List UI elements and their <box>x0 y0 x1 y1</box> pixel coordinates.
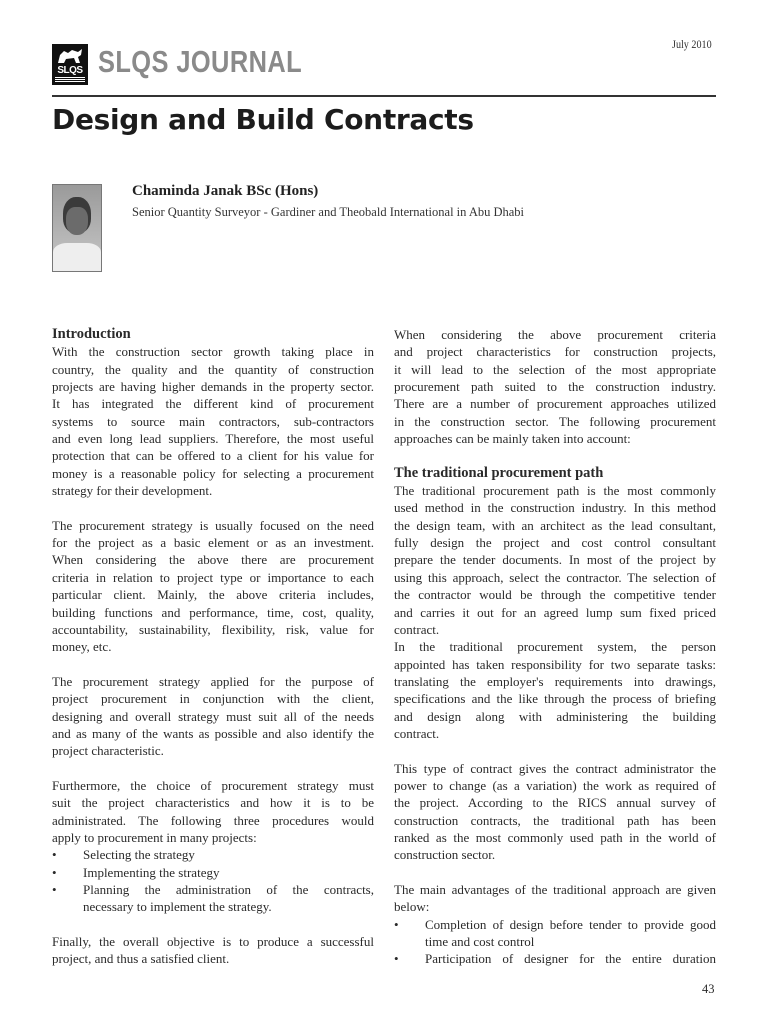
article-title: Design and Build Contracts <box>52 103 474 136</box>
text-line: the project. According to the RICS annual survey of <box>394 795 716 811</box>
logo-subtext-lines <box>55 77 85 82</box>
text-line: and project characteristics for construction projects, <box>394 344 716 360</box>
text-line: fully design the project and cost control consultant <box>394 535 716 551</box>
section-heading: Introduction <box>52 326 131 342</box>
text-line: This type of contract gives the contract administrator the <box>394 760 716 776</box>
slqs-logo <box>52 44 88 85</box>
text-line: country, the quality and the quantity of construction <box>52 361 374 377</box>
text-line: in the construction sector. The following procurement <box>394 413 716 429</box>
text-line: specifications and the like through the process of briefing <box>394 691 716 707</box>
journal-name: SLQS JOURNAL <box>98 44 303 79</box>
text-line: contract. <box>394 725 440 741</box>
bullet-icon: • <box>394 951 399 967</box>
paragraph <box>394 326 716 447</box>
bullet-item <box>394 950 716 967</box>
text-line: construction sector. <box>394 847 496 863</box>
header-divider <box>52 95 716 97</box>
text-line: and even long lead suppliers. Therefore, the most useful <box>52 431 374 447</box>
text-line: apply to procurement in many projects: <box>52 829 257 845</box>
text-line: Finally, the overall objective is to produce a successful <box>52 934 374 950</box>
paragraph-gap <box>52 916 374 933</box>
text-line: Furthermore, the choice of procurement strategy must <box>52 777 374 793</box>
text-line: necessary to implement the strategy. <box>83 899 272 915</box>
text-line: time and cost control <box>425 934 535 950</box>
text-line: Planning the administration of the contracts, <box>83 882 374 897</box>
text-line: building functions and performance, time, cost, quality, <box>52 604 374 620</box>
text-line: The procurement strategy applied for the purpose of <box>52 673 374 689</box>
text-line: ranked as the most commonly used path in the world of <box>394 829 716 845</box>
text-line: protection that can be offered to a client for his value for <box>52 448 374 464</box>
right-column <box>394 326 716 968</box>
paragraph-gap <box>52 656 374 673</box>
text-line: procurement path suited to the construction industry. <box>394 379 716 395</box>
text-line: Selecting the strategy <box>83 847 195 863</box>
text-line: In the traditional procurement system, the person <box>394 639 716 655</box>
paragraph-gap <box>52 499 374 516</box>
text-line: administrated. The following three procedures would <box>52 812 374 828</box>
issue-date: July 2010 <box>672 39 712 51</box>
text-line: prepare the tender documents. In most of the project by <box>394 552 716 568</box>
paragraph <box>394 638 716 742</box>
text-line: suit the project characteristics and how it is to be <box>52 795 374 811</box>
paragraph <box>52 343 374 499</box>
text-line: particular client. Mainly, the above criteria includes, <box>52 587 374 603</box>
bullet-item <box>394 916 716 951</box>
text-line: The procurement strategy is usually focused on the need <box>52 517 374 533</box>
text-line: When considering the above there are procurement <box>52 552 374 568</box>
text-line: accountability, sustainability, flexibility, risk, value for <box>52 621 374 637</box>
text-line: using this approach, select the contractor. The selection of <box>394 569 716 585</box>
text-line: and design along with administering the building <box>394 708 716 724</box>
text-line: translating the employer's requirements into drawings, <box>394 673 716 689</box>
author-photo <box>52 184 102 272</box>
bullet-item <box>52 881 374 916</box>
text-line: project characteristic. <box>52 743 164 759</box>
paragraph <box>52 517 374 656</box>
text-line: project, and thus a satisfied client. <box>52 951 230 967</box>
text-line: and carries it out for an agreed lump sum fixed priced <box>394 604 716 620</box>
paragraph <box>394 881 716 916</box>
text-line: There are a number of procurement approaches utilized <box>394 396 716 412</box>
logo-text: SLQS <box>57 65 83 76</box>
text-line: construction contracts, the traditional path has been <box>394 812 716 828</box>
text-line: Implementing the strategy <box>83 864 220 880</box>
text-line: contract. <box>394 621 440 637</box>
bullet-item <box>52 864 374 881</box>
text-line: the contractor would be through the competitive tender <box>394 587 716 603</box>
text-line: project procurement in conjunction with the client, <box>52 691 374 707</box>
lion-emblem-icon <box>56 47 84 65</box>
text-line: for the project as a basic element or as an investment. <box>52 535 374 551</box>
text-line: projects are having higher demands in the property sector. <box>52 379 374 395</box>
text-line: With the construction sector growth taking place in <box>52 344 374 360</box>
paragraph-gap <box>394 864 716 881</box>
paragraph <box>394 760 716 864</box>
bullet-icon: • <box>52 864 57 880</box>
section-heading: The traditional procurement path <box>394 464 604 481</box>
text-line: used method in the construction industry. In this method <box>394 500 716 516</box>
paragraph-gap <box>52 760 374 777</box>
text-line: below: <box>394 899 430 915</box>
text-line: systems to source main contractors, sub-contractors <box>52 413 374 429</box>
text-line: Participation of designer for the entire duration <box>425 951 716 967</box>
bullet-item <box>52 846 374 863</box>
text-line: It has integrated the different kind of procurement <box>52 396 374 412</box>
text-line: it will lead to the selection of the most appropriate <box>394 361 716 377</box>
text-line: approaches can be mainly taken into account: <box>394 431 631 447</box>
paragraph <box>52 933 374 968</box>
paragraph-gap <box>394 742 716 759</box>
paragraph <box>394 482 716 638</box>
text-line: money is a reasonable policy for selecting a procurement <box>52 465 374 481</box>
text-line: criteria in relation to project type or importance to each <box>52 569 374 585</box>
left-column <box>52 326 374 968</box>
text-line: strategy for their development. <box>52 483 213 499</box>
text-line: Completion of design before tender to provide good <box>425 916 716 932</box>
text-line: The main advantages of the traditional approach are given <box>394 882 716 897</box>
text-line: the design team, with an architect as the lead consultant, <box>394 517 716 533</box>
text-line: designing and overall strategy must suit all of the needs <box>52 708 374 724</box>
paragraph-gap <box>394 447 716 464</box>
text-line: The traditional procurement path is the most commonly <box>394 483 716 499</box>
bullet-icon: • <box>394 916 399 932</box>
bullet-icon: • <box>52 882 57 897</box>
bullet-icon: • <box>52 847 57 863</box>
text-line: money, etc. <box>52 639 112 655</box>
author-affiliation: Senior Quantity Surveyor - Gardiner and Theobald International in Abu Dhabi <box>132 205 525 219</box>
text-line: appointed has taken responsibility for two separate tasks: <box>394 656 716 672</box>
paragraph <box>52 673 374 760</box>
paragraph <box>52 777 374 846</box>
author-name: Chaminda Janak BSc (Hons) <box>132 183 319 199</box>
page-number: 43 <box>702 982 715 996</box>
text-line: When considering the above procurement criteria <box>394 327 716 342</box>
text-line: and as many of the wants as possible and also identify the <box>52 725 374 741</box>
text-line: power to change (as a variation) the work as required of <box>394 777 716 793</box>
